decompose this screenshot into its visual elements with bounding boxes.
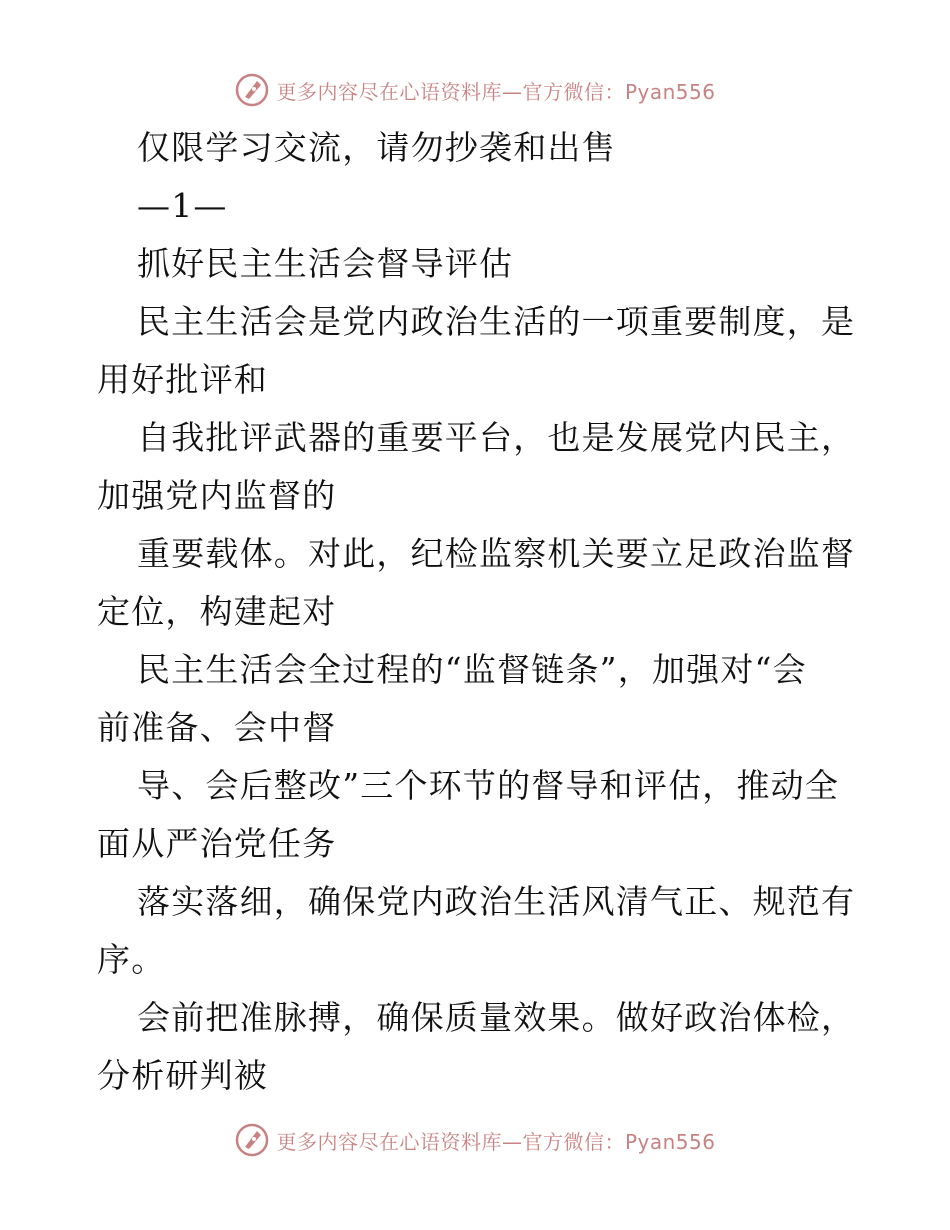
paragraph-line: 加强党内监督的 bbox=[97, 476, 337, 515]
paragraph-line: 自我批评武器的重要平台，也是发展党内民主， bbox=[137, 418, 856, 457]
paragraph-line: 分析研判被 bbox=[97, 1056, 268, 1095]
watermark-text: 更多内容尽在心语资料库—官方微信：Pyan556 bbox=[276, 79, 716, 104]
paragraph-line: 落实落细，确保党内政治生活风清气正、规范有 bbox=[137, 882, 856, 921]
paragraph-line: 民主生活会是党内政治生活的一项重要制度，是 bbox=[137, 302, 856, 341]
paragraph-line: 前准备、会中督 bbox=[97, 708, 337, 747]
paragraph-line: 定位，构建起对 bbox=[97, 592, 337, 631]
pen-nib-circle-icon bbox=[234, 1122, 270, 1158]
paragraph-line: 导、会后整改”三个环节的督导和评估，推动全 bbox=[137, 766, 840, 805]
watermark-text: 更多内容尽在心语资料库—官方微信：Pyan556 bbox=[276, 1129, 716, 1154]
pen-nib-circle-icon bbox=[234, 72, 270, 108]
paragraph-line: 重要载体。对此，纪检监察机关要立足政治监督 bbox=[137, 534, 856, 573]
paragraph-line: 用好批评和 bbox=[97, 360, 268, 399]
paragraph-line: 面从严治党任务 bbox=[97, 824, 337, 863]
paragraph-line: 会前把准脉搏，确保质量效果。做好政治体检， bbox=[137, 998, 856, 1037]
footer-watermark bbox=[0, 1118, 950, 1162]
paragraph-line: 民主生活会全过程的“监督链条”，加强对“会 bbox=[137, 650, 807, 689]
section-heading: 抓好民主生活会督导评估 bbox=[137, 244, 514, 283]
page-number: —1— bbox=[137, 186, 228, 225]
header-watermark bbox=[0, 68, 950, 112]
paragraph-line: 序。 bbox=[97, 940, 166, 979]
disclaimer-line: 仅限学习交流，请勿抄袭和出售 bbox=[137, 128, 616, 167]
